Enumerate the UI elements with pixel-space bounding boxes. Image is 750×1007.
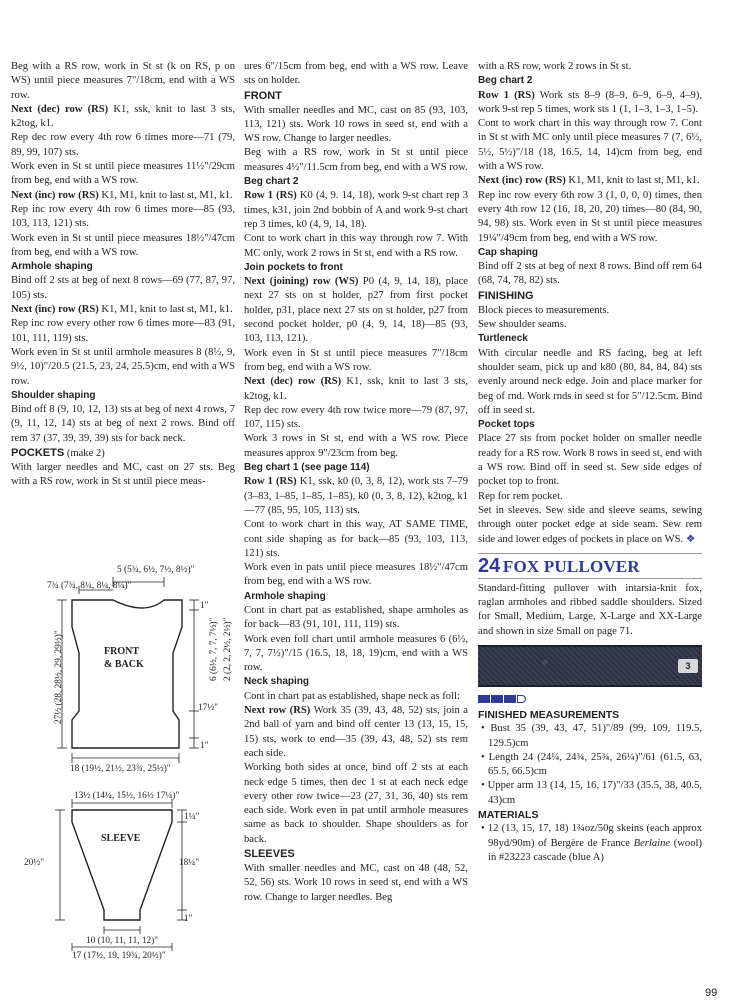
paragraph: Rep inc row every other row 6 times more—83 (91, 101, 111, 119) sts. bbox=[11, 318, 235, 344]
subheading-turtleneck: Turtleneck bbox=[478, 333, 528, 345]
column-2 bbox=[244, 60, 468, 905]
end-mark-icon: ❖ bbox=[685, 533, 696, 545]
paragraph: Next (dec) row (RS) K1, ssk, knit to last 3 sts, k2tog, k1. bbox=[11, 103, 235, 130]
paragraph: With circular needle and RS facing, beg at left shoulder seam, pick up and k80 (80, 84, 84, 84) sts evenly around neck edge. Join and place marker for beg of rnd. Work rnds in seed st for 5"/12.5cm. Bind off in seed st. bbox=[478, 347, 702, 416]
paragraph: Beg with a RS row, work in St st until piece measures 4½"/11.5cm from beg, end with a WS row. bbox=[244, 147, 468, 173]
pattern-name: FOX PULLOVER bbox=[502, 556, 640, 576]
subheading-beg-chart-1: Beg chart 1 (see page 114) bbox=[244, 462, 370, 474]
paragraph: Rep dec row every 4th row twice more—79 (87, 97, 107, 115) sts. bbox=[244, 404, 468, 431]
measurement-item: • Bust 35 (39, 43, 47, 51)"/89 (99, 109, 119.5, 129.5)cm bbox=[481, 723, 702, 749]
section-heading-finishing: FINISHING bbox=[478, 289, 534, 302]
paragraph: Rep for rem pocket. bbox=[478, 490, 563, 502]
subheading-shoulder-shaping: Shoulder shaping bbox=[11, 389, 96, 401]
sleeve-label: SLEEVE bbox=[101, 833, 141, 844]
paragraph: Rep inc row every 4th row 6 times more—85 (93, 103, 113, 121) sts. bbox=[11, 203, 235, 230]
dimension-label: 7¾ (7¾, 8¼, 8¼, 8¼)" bbox=[47, 581, 132, 591]
sleeve-outline bbox=[72, 810, 172, 920]
dimension-label: 17 (17½, 19, 19¾, 20½)" bbox=[72, 951, 166, 961]
paragraph: Work even in St st until armhole measures 8 (8½, 9, 9½, 10)"/20.5 (21.5, 23, 24, 25.5)cm, end with a WS row. bbox=[11, 346, 235, 387]
subheading-cap-shaping: Cap shaping bbox=[478, 246, 539, 258]
pattern-intro: Standard-fitting pullover with intarsia-knit fox, raglan armholes and ribbed saddle shoulders. Sized for Small, Medium, Large, X-Large and XX-Large and shown in size Small on page 71. bbox=[478, 582, 702, 637]
sleeve-schematic bbox=[24, 790, 200, 961]
paragraph: with a RS row, work 2 rows in St st. bbox=[478, 61, 632, 72]
materials-item: • 12 (13, 15, 17, 18) 1¾oz/50g skeins (each approx 98yd/90m) of Bergère de France Berlaine (wool) in #23223 cascade (blue A) bbox=[481, 823, 702, 863]
paragraph: Work even in St st until piece measures 18½"/47cm from beg, end with a WS row. bbox=[11, 232, 235, 258]
dimension-label: 6 (6½, 7, 7, 7½)" bbox=[209, 617, 219, 681]
subheading-join-pockets: Join pockets to front bbox=[244, 261, 343, 273]
dimension-label: 18 (19½, 21½, 23¾, 25½)" bbox=[70, 764, 171, 774]
dimension-label: 18¼" bbox=[179, 858, 200, 868]
paragraph: Work even in St st until piece measures 7"/18cm from beg, end with a WS row. bbox=[244, 347, 468, 373]
paragraph: Beg with a RS row, work in St st (k on RS, p on WS) until piece measures 7"/18cm, end with a WS row. bbox=[11, 61, 235, 101]
paragraph: Work 3 rows in St st, end with a WS row. Piece measures approx 9"/23cm from beg. bbox=[244, 433, 468, 459]
paragraph: ures 6"/15cm from beg, end with a WS row. Leave sts on holder. bbox=[244, 61, 468, 87]
dimension-label: 1" bbox=[184, 914, 193, 924]
paragraph: Cont to work chart in this way through row 7. Cont in St st with MC only until piece measures 7 (7, 6½, 5½, 5½)"/18 (18, 16.5, 14, 14)cm from beg, end with a WS row. bbox=[478, 118, 702, 173]
paragraph: Bind off 2 sts at beg of next 8 rows—69 (77, 87, 97, 105) sts. bbox=[11, 275, 235, 301]
paragraph: Bind off 2 sts at beg of next 8 rows. Bind off rem 64 (68, 74, 78, 82) sts. bbox=[478, 261, 702, 287]
section-heading-finished-measurements: FINISHED MEASUREMENTS bbox=[478, 708, 620, 721]
paragraph: Place 27 sts from pocket holder on smaller needle ready for a RS row. Work 8 rows in seed st, end with a WS row. Bind off in seed st. Sew side edges of pocket top to front. bbox=[478, 433, 702, 488]
paragraph: Next row (RS) Work 35 (39, 43, 48, 52) sts, join a 2nd ball of yarn and bind off center 13 (13, 15, 15, 15) sts, work to end—35 (39, 43, 48, 52) sts rem each side. bbox=[244, 705, 469, 759]
paragraph: Row 1 (RS) Work sts 8–9 (8–9, 6–9, 6–9, 4–9), work 9-st rep 5 times, work sts 1 (1, 1–3, 1–3, 1–5). bbox=[478, 89, 702, 115]
yarn-weight-badge: 3 bbox=[678, 659, 698, 673]
front-back-schematic bbox=[47, 564, 233, 774]
page-number: 99 bbox=[705, 987, 718, 999]
paragraph: With smaller needles and MC, cast on 48 (48, 52, 52, 56) sts. Work 10 rows in seed st, end with a WS row. Change to larger needles. Beg bbox=[244, 863, 468, 903]
section-heading-materials: MATERIALS bbox=[478, 809, 539, 822]
dimension-label: 1" bbox=[200, 601, 209, 611]
paragraph: Sew shoulder seams. bbox=[478, 319, 567, 331]
paragraph: Working both sides at once, bind off 2 sts at each neck edge 5 times, then dec 1 st at each neck edge every other row twice—23 (27, 31, 36, 40) sts rem each side. Work even in pat until armhole measures same as back to shoulder. Shape shoulders as for back. bbox=[244, 762, 468, 845]
paragraph: Row 1 (RS) K0 (4, 9. 14, 18), work 9-st chart rep 3 times, k31, join 2nd bobbin of A and work 9-st chart rep 3 times, k0 (4, 9, 14, 18). bbox=[244, 190, 468, 230]
yarn-photo bbox=[478, 645, 702, 687]
paragraph: Set in sleeves. Sew side and sleeve seams, sewing through outer pocket edge at side seam. Sew rem side and lower edges of pockets in place on WS. ❖ bbox=[478, 504, 702, 545]
subheading-neck-shaping: Neck shaping bbox=[244, 676, 310, 688]
pattern-number: 24 bbox=[478, 554, 501, 577]
paragraph: Next (joining) row (WS) P0 (4, 9, 14, 18), place next 27 sts on st holder, p27 from first pocket holder, p31, place next 27 sts on st holder, p27 from second pocket holder, p0 (4, 9, 14, 18)—85 (93, 103, 113, 121). bbox=[244, 276, 468, 345]
paragraph: Cont in chart pat as established, shape armholes as for back—83 (91, 101, 111, 119) sts. bbox=[244, 604, 468, 631]
paragraph: Rep inc row every 6th row 3 (1, 0, 0, 0) times, then every 4th row 12 (16, 18, 20, 20) times—80 (84, 90, 94, 98) sts. Work even in St st until piece measures 19¼"/49cm from beg, end with a WS row. bbox=[478, 189, 702, 244]
paragraph: Work even in pats until piece measures 18½"/47cm from beg, end with a WS row. bbox=[244, 562, 468, 588]
paragraph: Row 1 (RS) K1, ssk, k0 (0, 3, 8, 12), work sts 7–79 (3–83, 1–85, 1–85, 1–85), k0 (0, 3, 8, 12), k2tog, k1—77 (85, 95, 105, 113) sts. bbox=[244, 476, 468, 516]
dimension-label: 20½" bbox=[24, 858, 45, 868]
measurement-item: • Upper arm 13 (14, 15, 16, 17)"/33 (35.5, 38, 40.5, 43)cm bbox=[481, 780, 702, 806]
paragraph: Cont to work chart in this way through row 7. With MC only, work 2 rows in St st, end with a RS row. bbox=[244, 233, 468, 259]
front-back-label: & BACK bbox=[104, 659, 144, 670]
section-heading-sleeves: SLEEVES bbox=[244, 848, 295, 861]
dimension-label: 13½ (14¼, 15½, 16½ 17¼)" bbox=[74, 791, 180, 801]
front-back-outline bbox=[72, 600, 182, 748]
measurement-item: • Length 24 (24¼, 24¾, 25¾, 26¼)"/61 (61.5, 63, 65.5, 66.5)cm bbox=[481, 751, 702, 778]
front-back-label: FRONT bbox=[104, 646, 139, 657]
column-3 bbox=[478, 60, 702, 865]
paragraph: Block pieces to measurements. bbox=[478, 304, 610, 316]
subheading-armhole-shaping: Armhole shaping bbox=[11, 261, 93, 273]
paragraph: Cont in chart pat as established, shape neck as foll: bbox=[244, 690, 460, 702]
subheading-pocket-tops: Pocket tops bbox=[478, 419, 535, 431]
paragraph: Cont to work chart in this way, AT SAME TIME, cont side shaping as for back—85 (93, 103, 113, 121) sts. bbox=[244, 519, 468, 559]
skill-bar-segment bbox=[491, 695, 503, 703]
paragraph: Work even foll chart until armhole measures 6 (6½, 7, 7, 7½)"/15 (16.5, 18, 18, 19)cm, end with a WS row. bbox=[244, 633, 468, 674]
paragraph: Next (dec) row (RS) K1, ssk, knit to last 3 sts, k2tog, k1. bbox=[244, 376, 468, 402]
paragraph: Next (inc) row (RS) K1, M1, knit to last st, M1, k1. bbox=[11, 304, 233, 316]
pattern-title bbox=[478, 553, 702, 579]
subheading-beg-chart-2: Beg chart 2 bbox=[244, 176, 299, 188]
dimension-label: 1" bbox=[200, 741, 209, 751]
paragraph: With smaller needles and MC, cast on 85 (93, 103, 113, 121) sts. Work 10 rows in seed st, end with a WS row. Change to larger needles. bbox=[244, 104, 468, 145]
skill-level-icon bbox=[478, 693, 702, 705]
dimension-label: 2 (2, 2, 2½, 2½)" bbox=[223, 617, 233, 681]
dimension-label: 17½" bbox=[198, 703, 219, 713]
dimension-label: 1¼" bbox=[184, 812, 200, 822]
dimension-label: 10 (10, 11, 11, 12)" bbox=[86, 936, 159, 946]
paragraph: With larger needles and MC, cast on 27 sts. Beg with a RS row, work in St st until piece meas- bbox=[11, 462, 235, 488]
dimension-label: 27½ (28, 28½, 29, 29½)" bbox=[54, 630, 64, 724]
section-heading-front: FRONT bbox=[244, 89, 282, 102]
paragraph: Next (inc) row (RS) K1, M1, knit to last st, M1, k1. bbox=[478, 175, 700, 187]
paragraph: Rep dec row every 4th row 6 times more—71 (79, 89, 99, 107) sts. bbox=[11, 132, 235, 158]
subheading-beg-chart-2: Beg chart 2 bbox=[478, 75, 533, 87]
skill-bar-segment bbox=[504, 695, 516, 703]
skill-bar-segment bbox=[517, 695, 526, 703]
subheading-armhole-shaping: Armhole shaping bbox=[244, 590, 326, 602]
dimension-label: 5 (5¾, 6½, 7½, 8½)" bbox=[117, 565, 195, 575]
paragraph: Bind off 8 (9, 10, 12, 13) sts at beg of next 4 rows, 7 (9, 11, 12, 14) sts at beg of next 2 rows. Bind off rem 37 (37, 39, 39, 39) sts for back neck. bbox=[11, 404, 235, 444]
schematic-diagram bbox=[0, 560, 240, 970]
column-1 bbox=[11, 60, 235, 490]
paragraph: Work even in St st until piece measures 11½"/29cm from beg, end with a WS row. bbox=[11, 161, 235, 187]
skill-bar-segment bbox=[478, 695, 490, 703]
paragraph: Next (inc) row (RS) K1, M1, knit to last st, M1, k1. bbox=[11, 189, 233, 201]
section-heading-pockets: POCKETS (make 2) bbox=[11, 447, 105, 460]
